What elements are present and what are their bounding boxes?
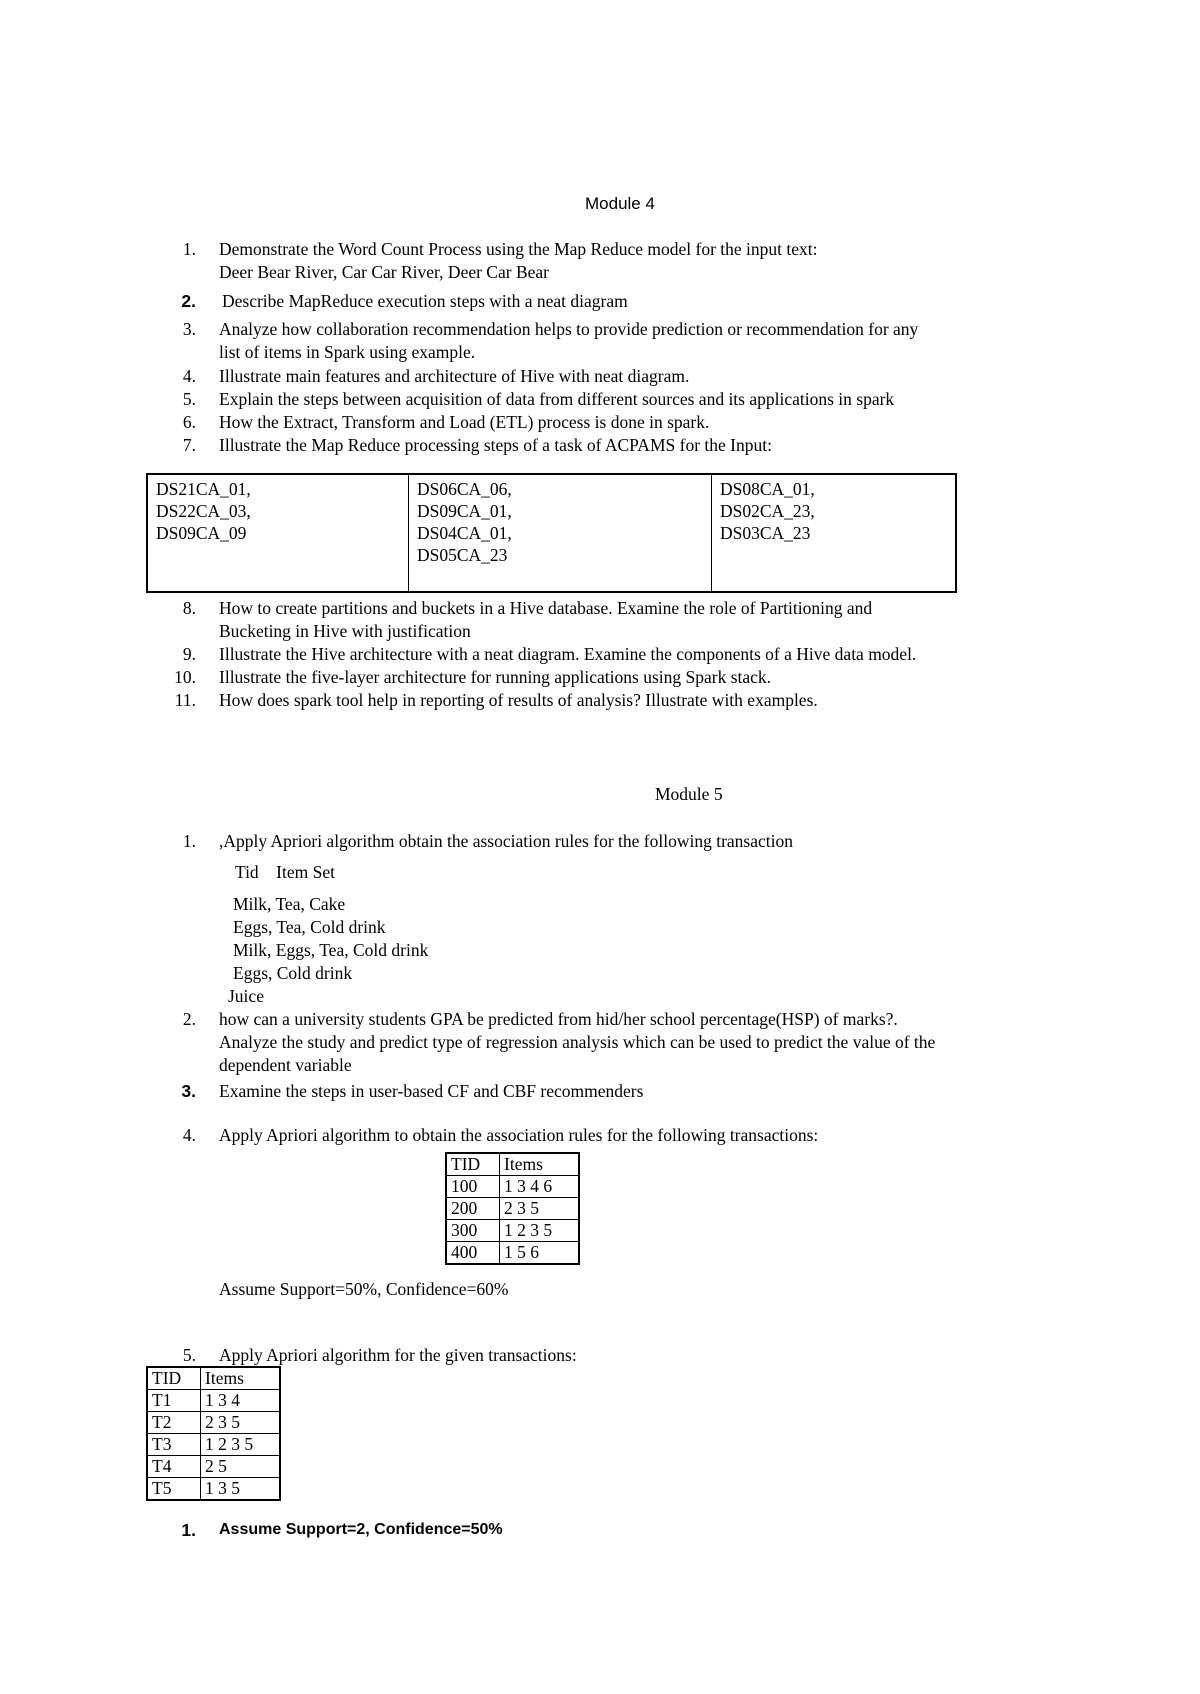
table-cell: T2 [147,1412,201,1434]
question-text: Apply Apriori algorithm for the given transactions: [219,1345,577,1365]
table-row [147,1478,280,1501]
input-column-3 [712,474,957,592]
table-row [147,1434,280,1456]
question-text: Demonstrate the Word Count Process using the Map Reduce model for the input text: [219,239,818,259]
table-row [147,1367,280,1390]
module-5-title: Module 5 [655,784,723,804]
transaction-item: Milk, Eggs, Tea, Cold drink [233,940,429,960]
question-number: 10. [174,667,196,687]
transaction-header: Tid Item Set [235,862,335,882]
assumption-text: Assume Support=50%, Confidence=60% [219,1279,509,1299]
transactions-table-q5 [146,1366,281,1501]
question-text: Illustrate main features and architecture of Hive with neat diagram. [219,366,690,386]
transaction-item: Juice [228,986,264,1006]
table-cell: 300 [446,1220,500,1242]
table-cell: T1 [147,1390,201,1412]
question-number: 4. [182,1125,196,1145]
question-text: list of items in Spark using example. [219,342,476,362]
input-cell: DS22CA_03, [156,501,251,521]
module-4-title: Module 4 [585,194,655,213]
question-number: 6. [182,412,196,432]
input-cell: DS02CA_23, [720,501,815,521]
question-text: Deer Bear River, Car Car River, Deer Car Bear [219,262,549,282]
transaction-item: Milk, Tea, Cake [233,894,346,914]
question-text: Bucketing in Hive with justification [219,621,471,641]
question-text: Illustrate the five-layer architecture for running applications using Spark stack. [219,667,772,687]
table-cell: 200 [446,1198,500,1220]
table-row [446,1153,579,1176]
table-row [446,1220,579,1242]
table-cell: 1 2 3 5 [500,1220,580,1242]
table-cell: T3 [147,1434,201,1456]
input-cell: DS05CA_23 [417,545,508,565]
table-cell: 2 3 5 [201,1412,281,1434]
input-column-2 [409,474,712,592]
question-number: 1. [182,239,196,259]
question-text: ,Apply Apriori algorithm obtain the association rules for the following transaction [219,831,793,851]
input-cell: DS08CA_01, [720,479,815,499]
question-text: Describe MapReduce execution steps with a neat diagram [222,291,628,311]
question-number: 3. [181,1081,196,1101]
question-text: Analyze how collaboration recommendation helps to provide prediction or recommendation for any [219,319,919,339]
table-row [147,1390,280,1412]
input-cell: DS21CA_01, [156,479,251,499]
question-number: 2. [182,1009,196,1029]
input-cell: DS09CA_01, [417,501,512,521]
table-row [446,1242,579,1265]
question-number: 2. [181,291,196,311]
question-text: Apply Apriori algorithm to obtain the association rules for the following transactions: [219,1125,819,1145]
question-text: How does spark tool help in reporting of results of analysis? Illustrate with examples. [219,690,818,710]
table-cell: 1 3 4 [201,1390,281,1412]
input-cell: DS03CA_23 [720,523,811,543]
question-text: How to create partitions and buckets in a Hive database. Examine the role of Partitioning and [219,598,873,618]
table-header: Items [201,1367,281,1390]
question-text: Examine the steps in user-based CF and CBF recommenders [219,1081,644,1101]
table-header: TID [446,1153,500,1176]
table-cell: 2 3 5 [500,1198,580,1220]
table-cell: 1 2 3 5 [201,1434,281,1456]
question-number: 7. [182,435,196,455]
transactions-table-q4 [445,1152,580,1265]
acpams-input-table [146,473,957,593]
question-text: Illustrate the Hive architecture with a neat diagram. Examine the components of a Hive data model. [219,644,917,664]
table-cell: 1 3 4 6 [500,1176,580,1198]
table-header: Items [500,1153,580,1176]
question-number: 4. [182,366,196,386]
table-header: TID [147,1367,201,1390]
question-text: Illustrate the Map Reduce processing steps of a task of ACPAMS for the Input: [219,435,772,455]
input-cell: DS04CA_01, [417,523,512,543]
question-number: 5. [182,389,196,409]
table-row [147,1456,280,1478]
question-number: 1. [182,831,196,851]
table-row [446,1176,579,1198]
question-number: 3. [182,319,196,339]
table-row [446,1198,579,1220]
transaction-item: Eggs, Tea, Cold drink [233,917,386,937]
question-number: 11. [174,690,196,710]
question-text: how can a university students GPA be predicted from hid/her school percentage(HSP) of marks?. [219,1009,898,1029]
question-text: How the Extract, Transform and Load (ETL) process is done in spark. [219,412,710,432]
table-cell: 400 [446,1242,500,1265]
question-number: 8. [182,598,196,618]
table-cell: T4 [147,1456,201,1478]
assumption-text: Assume Support=2, Confidence=50% [219,1521,503,1538]
table-cell: 1 5 6 [500,1242,580,1265]
question-number: 9. [182,644,196,664]
input-column-1 [147,474,409,592]
question-number: 5. [182,1345,196,1365]
transaction-item: Eggs, Cold drink [233,963,353,983]
question-text: dependent variable [219,1055,352,1075]
input-cell: DS09CA_09 [156,523,247,543]
table-row [147,1412,280,1434]
question-text: Explain the steps between acquisition of data from different sources and its applications in spark [219,389,895,409]
table-cell: 1 3 5 [201,1478,281,1501]
table-cell: 100 [446,1176,500,1198]
question-text: Analyze the study and predict type of regression analysis which can be used to predict the value of the [219,1032,936,1052]
table-cell: T5 [147,1478,201,1501]
question-number: 1. [181,1520,196,1540]
input-cell: DS06CA_06, [417,479,512,499]
table-cell: 2 5 [201,1456,281,1478]
